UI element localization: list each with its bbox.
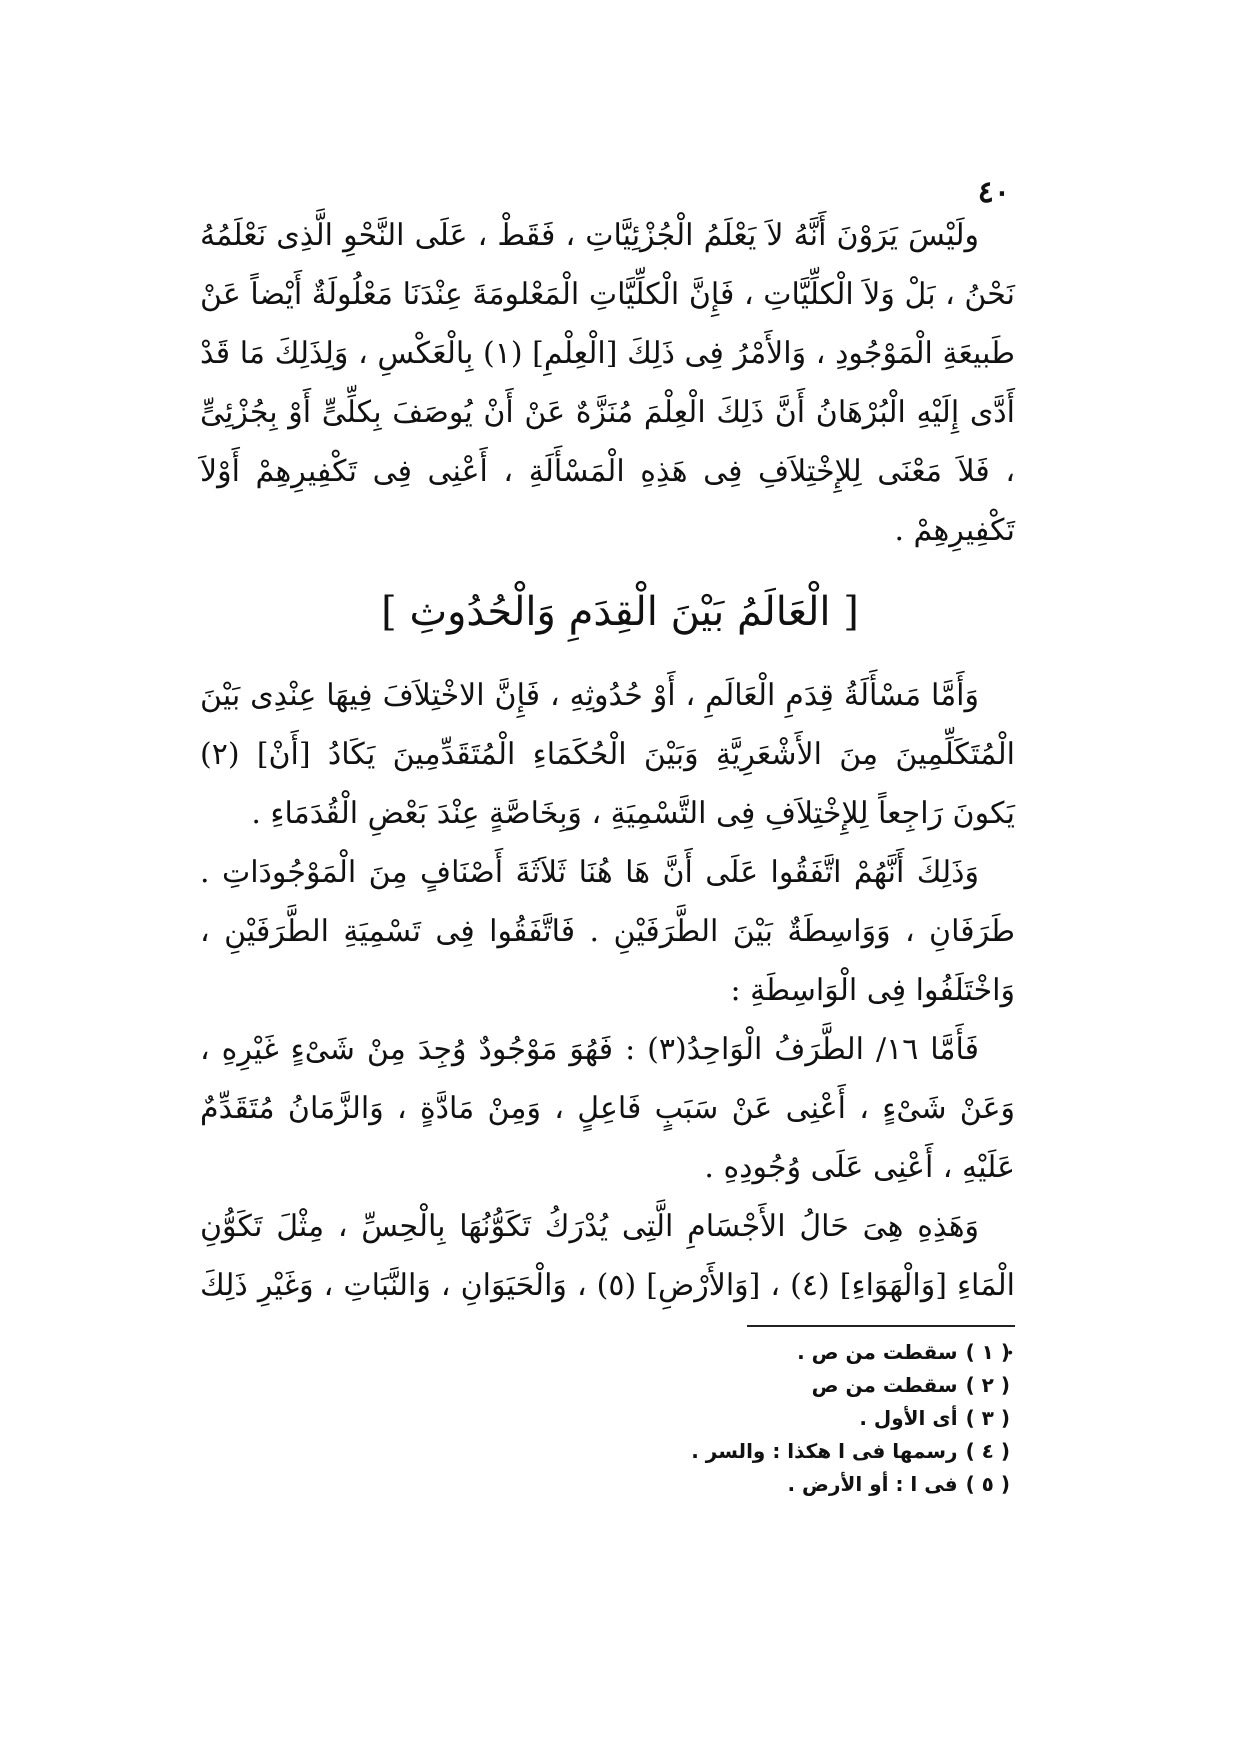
section-title: [ الْعَالَمُ بَيْنَ الْقِدَمِ وَالْحُدُوثِ ] [381,589,859,635]
body-paragraph: وَذَلِكَ أَنَّهُمْ اتَّفَقُوا عَلَى أَنَّ هَا هُنَا ثَلاَثَةَ أَصْنَافٍ مِنَ الْمَوْجُودَاتِ . طَرَفَانِ ، وَوَاسِطَةٌ بَيْنَ الطَّرَفَيْنِ . فَاتَّفَقُوا فِى تَسْمِيَةِ الطَّرَفَيْنِ ، وَاخْتَلَفُوا فِى الْوَاسِطَةِ : [200,855,1015,1008]
footnote-separator [747,1325,1015,1327]
footnotes-list [510,1336,1010,1501]
body-block [200,666,1015,1374]
footnote-number: ( ٣ ) [965,1406,1010,1430]
body-paragraph: فَأَمَّا ١٦/ الطَّرَفُ الْوَاحِدُ(٣) : فَهُوَ مَوْجُودٌ وُجِدَ مِنْ شَىْءٍ غَيْرِهِ ، وَعَنْ شَىْءٍ ، أَعْنِى عَنْ سَبَبٍ فَاعِلٍ ، وَمِنْ مَادَّةٍ ، وَالزَّمَانُ مُتَقَدِّمٌ عَلَيْهِ ، أَعْنِى عَلَى وُجُودِهِ . [200,1032,1015,1185]
footnote-number: ( ٥ ) [965,1472,1010,1496]
footnote-item [510,1336,1010,1369]
footnote-text: سقطت من ص . [797,1340,958,1364]
footnote-item [510,1435,1010,1468]
footnote-number: ( ١ ) [965,1340,1010,1364]
footnote-text: رسمها فى ا هكذا : والسر . [691,1439,958,1463]
footnote-item [510,1369,1010,1402]
footnote-text: سقطت من ص [811,1373,958,1397]
footnote-text: أى الأول . [859,1406,958,1430]
intro-paragraph: ولَيْسَ يَرَوْنَ أَنَّهُ لاَ يَعْلَمُ الْجُزْئِيَّاتِ ، فَقَطْ ، عَلَى النَّحْوِ الَّذِى نَعْلَمُهُ نَحْنُ ، بَلْ وَلاَ الْكلِّيَّاتِ ، فَإِنَّ الْكلِّيَّاتِ الْمَعْلومَةَ عِنْدَنَا مَعْلُولَةٌ أَيْضاً عَنْ طَبيعَةِ الْمَوْجُودِ ، وَالأَمْرُ فِى ذَلِكَ [الْعِلْمِ] (١) بِالْعَكْسِ ، وَلِذَلِكَ مَا قَدْ أَدَّى إِلَيْهِ الْبُرْهَانُ أَنَّ ذَلِكَ الْعِلْمَ مُنَزَّهٌ عَنْ أَنْ يُوصَفَ بِكلِّىٍّ أَوْ بِجُزْئِىٍّ ، فَلاَ مَعْنَى لِلإِخْتِلاَفِ فِى هَذِهِ الْمَسْأَلَةِ ، أَعْنِى فِى تَكْفِيرِهِمْ أَوْلاَ تَكْفِيرِهِمْ . [200,218,1015,548]
footnote-number: ( ٤ ) [965,1439,1010,1463]
footnote-item [510,1468,1010,1501]
page-number: ٤٠ [977,175,1010,210]
footnote-text: فى ا : أو الأرض . [787,1472,958,1496]
body-paragraph: وَهَذِهِ هِىَ حَالُ الأَجْسَامِ الَّتِى يُدْرَكُ تَكَوُّنُهَا بِالْحِسِّ ، مِثْلَ تَكَوُّنِ الْمَاءِ [وَالْهَوَاءِ] (٤) ، [وَالأَرْضِ] (٥) ، وَالْحَيَوَانِ ، وَالنَّبَاتِ ، وَغَيْرِ ذَلِكَ . [200,1209,1016,1362]
footnote-item [510,1402,1010,1435]
body-paragraph: وَأَمَّا مَسْأَلَةُ قِدَمِ الْعَالَمِ ، أَوْ حُدُوثِهِ ، فَإِنَّ الاخْتِلاَفَ فِيهَا عِنْدِى بَيْنَ الْمُتَكَلِّمِينَ مِنَ الأَشْعَرِيَّةِ وَبَيْنَ الْحُكَمَاءِ الْمُتَقَدِّمِينَ يَكَادُ [أَنْ] (٢) يَكونَ رَاجِعاً لِلإِخْتِلاَفِ فِى التَّسْمِيَةِ ، وَبِخَاصَّةٍ عِنْدَ بَعْضِ الْقُدَمَاءِ . [200,678,1015,831]
footnote-number: ( ٢ ) [965,1373,1010,1397]
intro-block [200,206,1015,560]
